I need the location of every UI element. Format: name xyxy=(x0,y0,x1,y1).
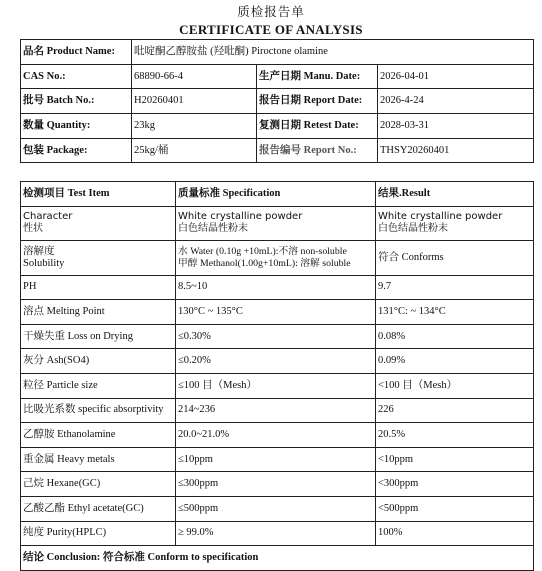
document-title-en: CERTIFICATE OF ANALYSIS xyxy=(179,22,363,37)
result-cell: <100 目（Mesh） xyxy=(376,373,534,398)
batch-row xyxy=(21,89,534,114)
specification-cell: 130°C ~ 135°C xyxy=(176,300,376,325)
manu-date-label: 生产日期 Manu. Date: xyxy=(257,64,378,89)
test-results-table xyxy=(20,181,534,571)
test-item-cell: 乙酸乙酯 Ethyl acetate(GC) xyxy=(21,496,176,521)
test-item-cell: 重金属 Heavy metals xyxy=(21,447,176,472)
specification-cell: ≤300ppm xyxy=(176,472,376,497)
table-row xyxy=(21,423,534,448)
result-cell: 0.08% xyxy=(376,324,534,349)
quantity-value: 23kg xyxy=(132,114,257,139)
tests-header-row xyxy=(21,182,534,207)
specification-methanol: 甲醇 Methanol(1.00g+10mL): 溶解 soluble xyxy=(178,257,351,269)
test-item-cell: 纯度 Purity(HPLC) xyxy=(21,521,176,546)
test-item-cell: PH xyxy=(21,275,176,300)
result-cell: 符合 Conforms xyxy=(376,241,534,276)
quantity-label: 数量 Quantity: xyxy=(21,114,132,139)
table-row xyxy=(21,447,534,472)
specification-cell xyxy=(176,241,376,276)
report-no-label: 报告编号 Report No.: xyxy=(257,138,378,163)
result-header: 结果.Result xyxy=(376,182,534,207)
specification-cell: 8.5~10 xyxy=(176,275,376,300)
conclusion-text: 结论 Conclusion: 符合标准 Conform to specification xyxy=(21,546,534,571)
result-cell: <500ppm xyxy=(376,496,534,521)
table-row xyxy=(21,521,534,546)
table-row xyxy=(21,275,534,300)
specification-cell: ≤0.20% xyxy=(176,349,376,374)
result-cell xyxy=(376,206,534,241)
table-row xyxy=(21,398,534,423)
package-label: 包装 Package: xyxy=(21,138,132,163)
cas-label: CAS No.: xyxy=(21,64,132,89)
retest-date-value: 2028-03-31 xyxy=(378,114,534,139)
specification-water: 水 Water (0.10g +10mL):不溶 non-soluble xyxy=(178,245,347,257)
product-name-value: 吡啶酮乙醇胺盐 (羟吡酮) Piroctone olamine xyxy=(132,40,534,65)
test-item-cn: 溶解度 xyxy=(23,245,55,257)
test-item-cell: 溶点 Melting Point xyxy=(21,300,176,325)
retest-date-label: 复测日期 Retest Date: xyxy=(257,114,378,139)
test-item-header: 检测项目 Test Item xyxy=(21,182,176,207)
batch-value: H20260401 xyxy=(132,89,257,114)
test-item-cell: 比吸光系数 specific absorptivity xyxy=(21,398,176,423)
test-item-cell: 己烷 Hexane(GC) xyxy=(21,472,176,497)
specification-en: White crystalline powder xyxy=(178,211,303,223)
package-value: 25kg/桶 xyxy=(132,138,257,163)
package-row xyxy=(21,138,534,163)
specification-cell: ≤100 目（Mesh） xyxy=(176,373,376,398)
specification-cn: 白色结晶性粉末 xyxy=(178,223,248,235)
table-row xyxy=(21,349,534,374)
table-row xyxy=(21,496,534,521)
test-item-cn: 性状 xyxy=(23,223,43,235)
test-item-en: Solubility xyxy=(23,257,65,269)
quantity-row xyxy=(21,114,534,139)
specification-header: 质量标准 Specification xyxy=(176,182,376,207)
report-date-value: 2026-4-24 xyxy=(378,89,534,114)
test-item-cell: 干燥失重 Loss on Drying xyxy=(21,324,176,349)
table-row xyxy=(21,472,534,497)
table-row xyxy=(21,241,534,276)
table-row xyxy=(21,300,534,325)
test-item-cell: 粒径 Particle size xyxy=(21,373,176,398)
result-en: White crystalline powder xyxy=(378,211,503,223)
result-cell: 9.7 xyxy=(376,275,534,300)
report-date-label: 报告日期 Report Date: xyxy=(257,89,378,114)
result-cn: 白色结晶性粉末 xyxy=(378,223,448,235)
test-item-cell xyxy=(21,206,176,241)
manu-date-value: 2026-04-01 xyxy=(378,64,534,89)
result-cell: 226 xyxy=(376,398,534,423)
test-item-en: Character xyxy=(23,211,73,223)
result-cell: <10ppm xyxy=(376,447,534,472)
specification-cell xyxy=(176,206,376,241)
document-title-cn: 质检报告单 xyxy=(237,5,305,19)
result-cell: <300ppm xyxy=(376,472,534,497)
cas-row xyxy=(21,64,534,89)
table-row xyxy=(21,324,534,349)
report-no-value: THSY20260401 xyxy=(378,138,534,163)
specification-cell: ≥ 99.0% xyxy=(176,521,376,546)
conclusion-row xyxy=(21,546,534,571)
product-name-label: 品名 Product Name: xyxy=(21,40,132,65)
product-info-table xyxy=(20,39,534,163)
test-item-cell: 乙醇胺 Ethanolamine xyxy=(21,423,176,448)
product-name-row xyxy=(21,40,534,65)
specification-cell: ≤10ppm xyxy=(176,447,376,472)
result-cell: 131°C: ~ 134°C xyxy=(376,300,534,325)
table-row xyxy=(21,206,534,241)
batch-label: 批号 Batch No.: xyxy=(21,89,132,114)
cas-value: 68890-66-4 xyxy=(132,64,257,89)
specification-cell: ≤500ppm xyxy=(176,496,376,521)
specification-cell: 214~236 xyxy=(176,398,376,423)
specification-cell: ≤0.30% xyxy=(176,324,376,349)
test-item-cell: 灰分 Ash(SO4) xyxy=(21,349,176,374)
table-row xyxy=(21,373,534,398)
result-cell: 20.5% xyxy=(376,423,534,448)
specification-cell: 20.0~21.0% xyxy=(176,423,376,448)
test-item-cell xyxy=(21,241,176,276)
result-cell: 100% xyxy=(376,521,534,546)
result-cell: 0.09% xyxy=(376,349,534,374)
